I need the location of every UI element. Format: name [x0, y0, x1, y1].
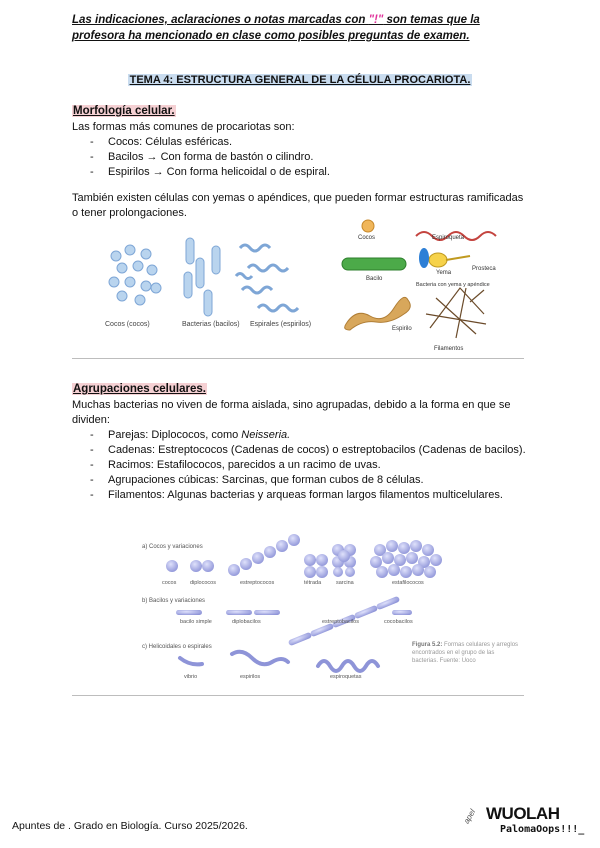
- fig-label: estreptococos: [240, 580, 275, 586]
- fig-label: espirilos: [240, 674, 261, 680]
- list-item: - Racimos: Estafilococos, parecidos a un racimo de uvas.: [72, 458, 532, 473]
- morphology-figure-right: [336, 218, 526, 354]
- fig-label: diplococos: [190, 580, 216, 586]
- list-item: - Espirilos → Con forma helicoidal o de espiral.: [72, 165, 532, 180]
- morphology-intro: Las formas más comunes de procariotas son:: [72, 121, 295, 133]
- section-b-label: b) Bacilos y variaciones: [142, 598, 206, 604]
- list-item: - Parejas: Diplococos, como Neisseria.: [72, 428, 532, 443]
- section-divider: [72, 695, 524, 696]
- fig-label: espiroquetas: [330, 674, 362, 680]
- list-item: - Filamentos: Algunas bacterias y arqueas forman largos filamentos multicelulares.: [72, 488, 532, 503]
- morphology-section: [72, 101, 532, 221]
- fig1-label: Espirales (espirilos): [250, 321, 312, 328]
- groupings-list: [72, 428, 532, 503]
- fig2-label: Filamentos: [434, 346, 464, 352]
- morphology-heading: Morfología celular.: [73, 105, 175, 117]
- morphology-extra: También existen células con yemas o apéndices, que pueden formar estructuras ramificadas o tener prolongaciones.: [72, 192, 524, 219]
- morphology-figure-left: [100, 228, 330, 332]
- fig2-label: Cocos: [358, 235, 376, 241]
- notice-text-before: Las indicaciones, aclaraciones o notas marcadas con: [72, 14, 369, 26]
- fig-label: estafilococos: [392, 580, 424, 586]
- fig-label: cocos: [162, 580, 177, 586]
- list-item: - Agrupaciones cúbicas: Sarcinas, que forman cubos de 8 células.: [72, 473, 532, 488]
- fig2-label: Espirilo: [392, 326, 412, 332]
- fig-label: cocobacilos: [384, 619, 413, 625]
- list-item: - Bacilos → Con forma de bastón o cilindro.: [72, 150, 532, 165]
- fig1-label: Cocos (cocos): [105, 321, 150, 328]
- list-item: - Cadenas: Estreptococos (Cadenas de cocos) o estreptobacilos (Cadenas de bacilos).: [72, 443, 532, 458]
- fig-label: tétrada: [304, 580, 322, 586]
- fig2-label: Espiroqueta: [432, 235, 465, 241]
- topic-title: TEMA 4: ESTRUCTURA GENERAL DE LA CÉLULA PROCARIOTA.: [129, 74, 471, 86]
- fig2-label: Yema: [436, 270, 452, 276]
- section-divider: [72, 358, 524, 359]
- signature-mark: apel: [461, 807, 478, 826]
- notice-text-after: son temas que la profesora ha mencionado en clase como posibles preguntas de examen.: [72, 14, 480, 42]
- fig2-label: Bacilo: [366, 276, 383, 282]
- fig-label: estreptobacilos: [322, 619, 359, 625]
- author-username: PalomaOops!!!_: [500, 824, 585, 835]
- groupings-section: [72, 379, 532, 503]
- groupings-intro: Muchas bacterias no viven de forma aislada, sino agrupadas, debido a la forma en que se dividen:: [72, 399, 511, 426]
- groupings-heading: Agrupaciones celulares.: [73, 383, 206, 395]
- fig-label: diplobacilos: [232, 619, 261, 625]
- fig-label: vibrio: [184, 674, 198, 680]
- figure-caption: Figura 5.2: Formas celulares y arreglos encontrados en el grupo de las bacterias. Fuente: Uoco: [412, 642, 519, 664]
- fig-label: bacilo simple: [180, 619, 212, 625]
- fig1-label: Bacterias (bacilos): [182, 321, 240, 328]
- exam-notice: [72, 12, 532, 44]
- section-c-label: c) Helicoidales o espirales: [142, 644, 212, 650]
- footer-text: Apuntes de . Grado en Biología. Curso 2025/2026.: [12, 820, 248, 832]
- morphology-list: [72, 135, 532, 180]
- fig-label: sarcina: [336, 580, 354, 586]
- section-a-label: a) Cocos y variaciones: [142, 544, 203, 550]
- fig2-label: Prosteca: [472, 266, 496, 272]
- fig2-label: Bacteria con yema y apéndice: [416, 282, 490, 288]
- list-item: - Cocos: Células esféricas.: [72, 135, 532, 150]
- notice-mark: "!": [368, 14, 384, 26]
- brand-logo: WUOLAH: [486, 804, 560, 823]
